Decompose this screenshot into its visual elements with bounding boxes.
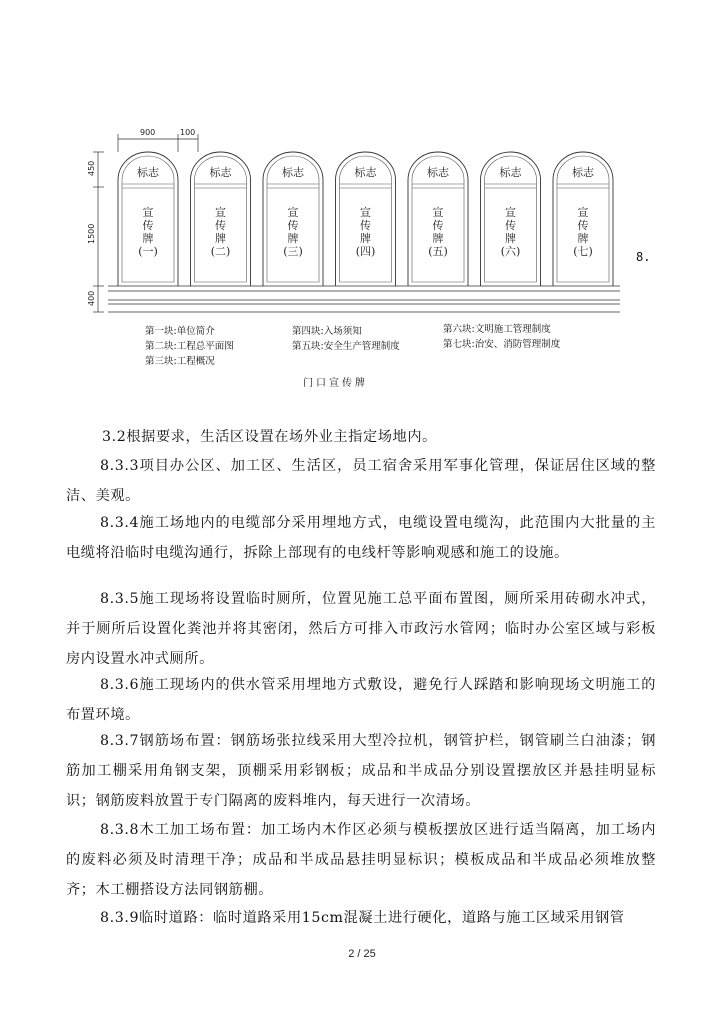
board-number: (五) <box>428 245 448 258</box>
legend-item-2: 第二块:工程总平面图 <box>145 341 234 352</box>
board-number: (四) <box>355 245 376 258</box>
board-char: 牌 <box>287 232 299 245</box>
board-char: 传 <box>215 219 226 232</box>
legend-item-1: 第一块:单位简介 <box>145 326 215 337</box>
board-number: (三) <box>283 245 303 258</box>
dim-top: 450 <box>87 160 96 176</box>
board-title: 标志 <box>427 166 449 179</box>
board-char: 传 <box>360 219 371 232</box>
board-number: (一) <box>138 245 158 258</box>
paragraph-3: 8.3.4施工场地内的电缆部分采用埋地方式，电缆设置电缆沟，此范围内大批量的主电缆将沿临时电缆沟通行，拆除上部现有的电线杆等影响观感和施工的设施。 <box>66 515 656 561</box>
board-number: (六) <box>500 245 521 258</box>
legend-item-4: 第四块:入场须知 <box>292 326 362 337</box>
board-title: 标志 <box>137 166 159 179</box>
board-title: 标志 <box>572 166 594 179</box>
paragraph-8: 8.3.9临时道路：临时道路采用15cm混凝土进行硬化，道路与施工区域采用钢管 <box>100 910 625 926</box>
board-char: 宣 <box>360 206 371 219</box>
board-char: 宣 <box>287 206 299 219</box>
board-char: 牌 <box>505 232 516 245</box>
board-char: 传 <box>577 219 589 232</box>
dim-bottom: 400 <box>87 290 96 306</box>
board-char: 传 <box>287 219 299 232</box>
paragraph-4: 8.3.5施工现场将设置临时厕所，位置见施工总平面布置图，厕所采用砖砌水冲式，并于厕所后设置化粪池并将其密闭，然后方可排入市政污水管网；临时办公室区域与彩板房内设置水冲式厕所。 <box>66 591 656 667</box>
legend-item-7: 第七块:治安、消防管理制度 <box>443 339 561 350</box>
paragraph-7: 8.3.8木工加工场布置：加工场内木作区必须与模板摆放区进行适当隔离，加工场内的废料必须及时清理干净；成品和半成品悬挂明显标识；模板成品和半成品必须堆放整齐；木工棚搭设方法同钢筋棚。 <box>66 822 656 898</box>
board-char: 牌 <box>432 232 444 245</box>
board-char: 传 <box>432 219 444 232</box>
board-char: 宣 <box>577 206 589 219</box>
legend-item-6: 第六块:文明施工管理制度 <box>443 324 551 335</box>
side-mark: 8. <box>636 250 651 264</box>
board-char: 宣 <box>505 206 516 219</box>
signboard <box>263 152 323 286</box>
legend-item-5: 第五块:安全生产管理制度 <box>292 341 400 352</box>
page-number: 2 / 25 <box>348 948 376 960</box>
board-number: (七) <box>573 245 593 258</box>
board-char: 牌 <box>577 232 589 245</box>
board-char: 牌 <box>360 232 371 245</box>
board-char: 牌 <box>215 232 226 245</box>
board-char: 传 <box>142 219 154 232</box>
paragraph-2: 8.3.3项目办公区、加工区、生活区，员工宿舍采用军事化管理，保证居住区域的整洁、美观。 <box>66 458 656 504</box>
signboard <box>191 152 251 286</box>
dim-width: 900 <box>140 128 156 137</box>
board-char: 宣 <box>215 206 226 219</box>
figure-caption: 门口宣传牌 <box>303 378 368 389</box>
board-title: 标志 <box>282 166 304 179</box>
paragraph-6: 8.3.7钢筋场布置：钢筋场张拉线采用大型冷拉机，钢管护栏，钢管刷兰白油漆；钢筋加工棚采用角钢支架，顶棚采用彩钢板；成品和半成品分别设置摆放区并悬挂明显标识；钢筋废料放置于专门隔离的废料堆内，每天进行一次清场。 <box>66 733 656 809</box>
board-title: 标志 <box>354 166 377 179</box>
board-char: 宣 <box>142 206 154 219</box>
signboard <box>118 152 178 286</box>
dim-gap: 100 <box>180 128 196 137</box>
signboard <box>336 152 396 286</box>
dim-middle: 1500 <box>87 223 96 244</box>
board-title: 标志 <box>209 166 232 179</box>
legend <box>145 323 561 367</box>
board-char: 传 <box>505 219 516 232</box>
ground-line <box>108 286 620 312</box>
paragraph-1: 3.2根据要求，生活区设置在场外业主指定场地内。 <box>102 429 437 445</box>
boards-group <box>118 152 613 286</box>
board-char: 牌 <box>142 232 154 245</box>
paragraph-5: 8.3.6施工现场内的供水管采用埋地方式敷设，避免行人踩踏和影响现场文明施工的布置环境。 <box>66 677 656 723</box>
legend-item-3: 第三块:工程概况 <box>145 356 215 367</box>
signboard <box>481 152 541 286</box>
board-char: 宣 <box>432 206 444 219</box>
signboard <box>553 152 613 286</box>
board-title: 标志 <box>499 166 522 179</box>
signboard-drawing <box>0 0 724 400</box>
board-number: (二) <box>210 245 231 258</box>
signboard <box>408 152 468 286</box>
